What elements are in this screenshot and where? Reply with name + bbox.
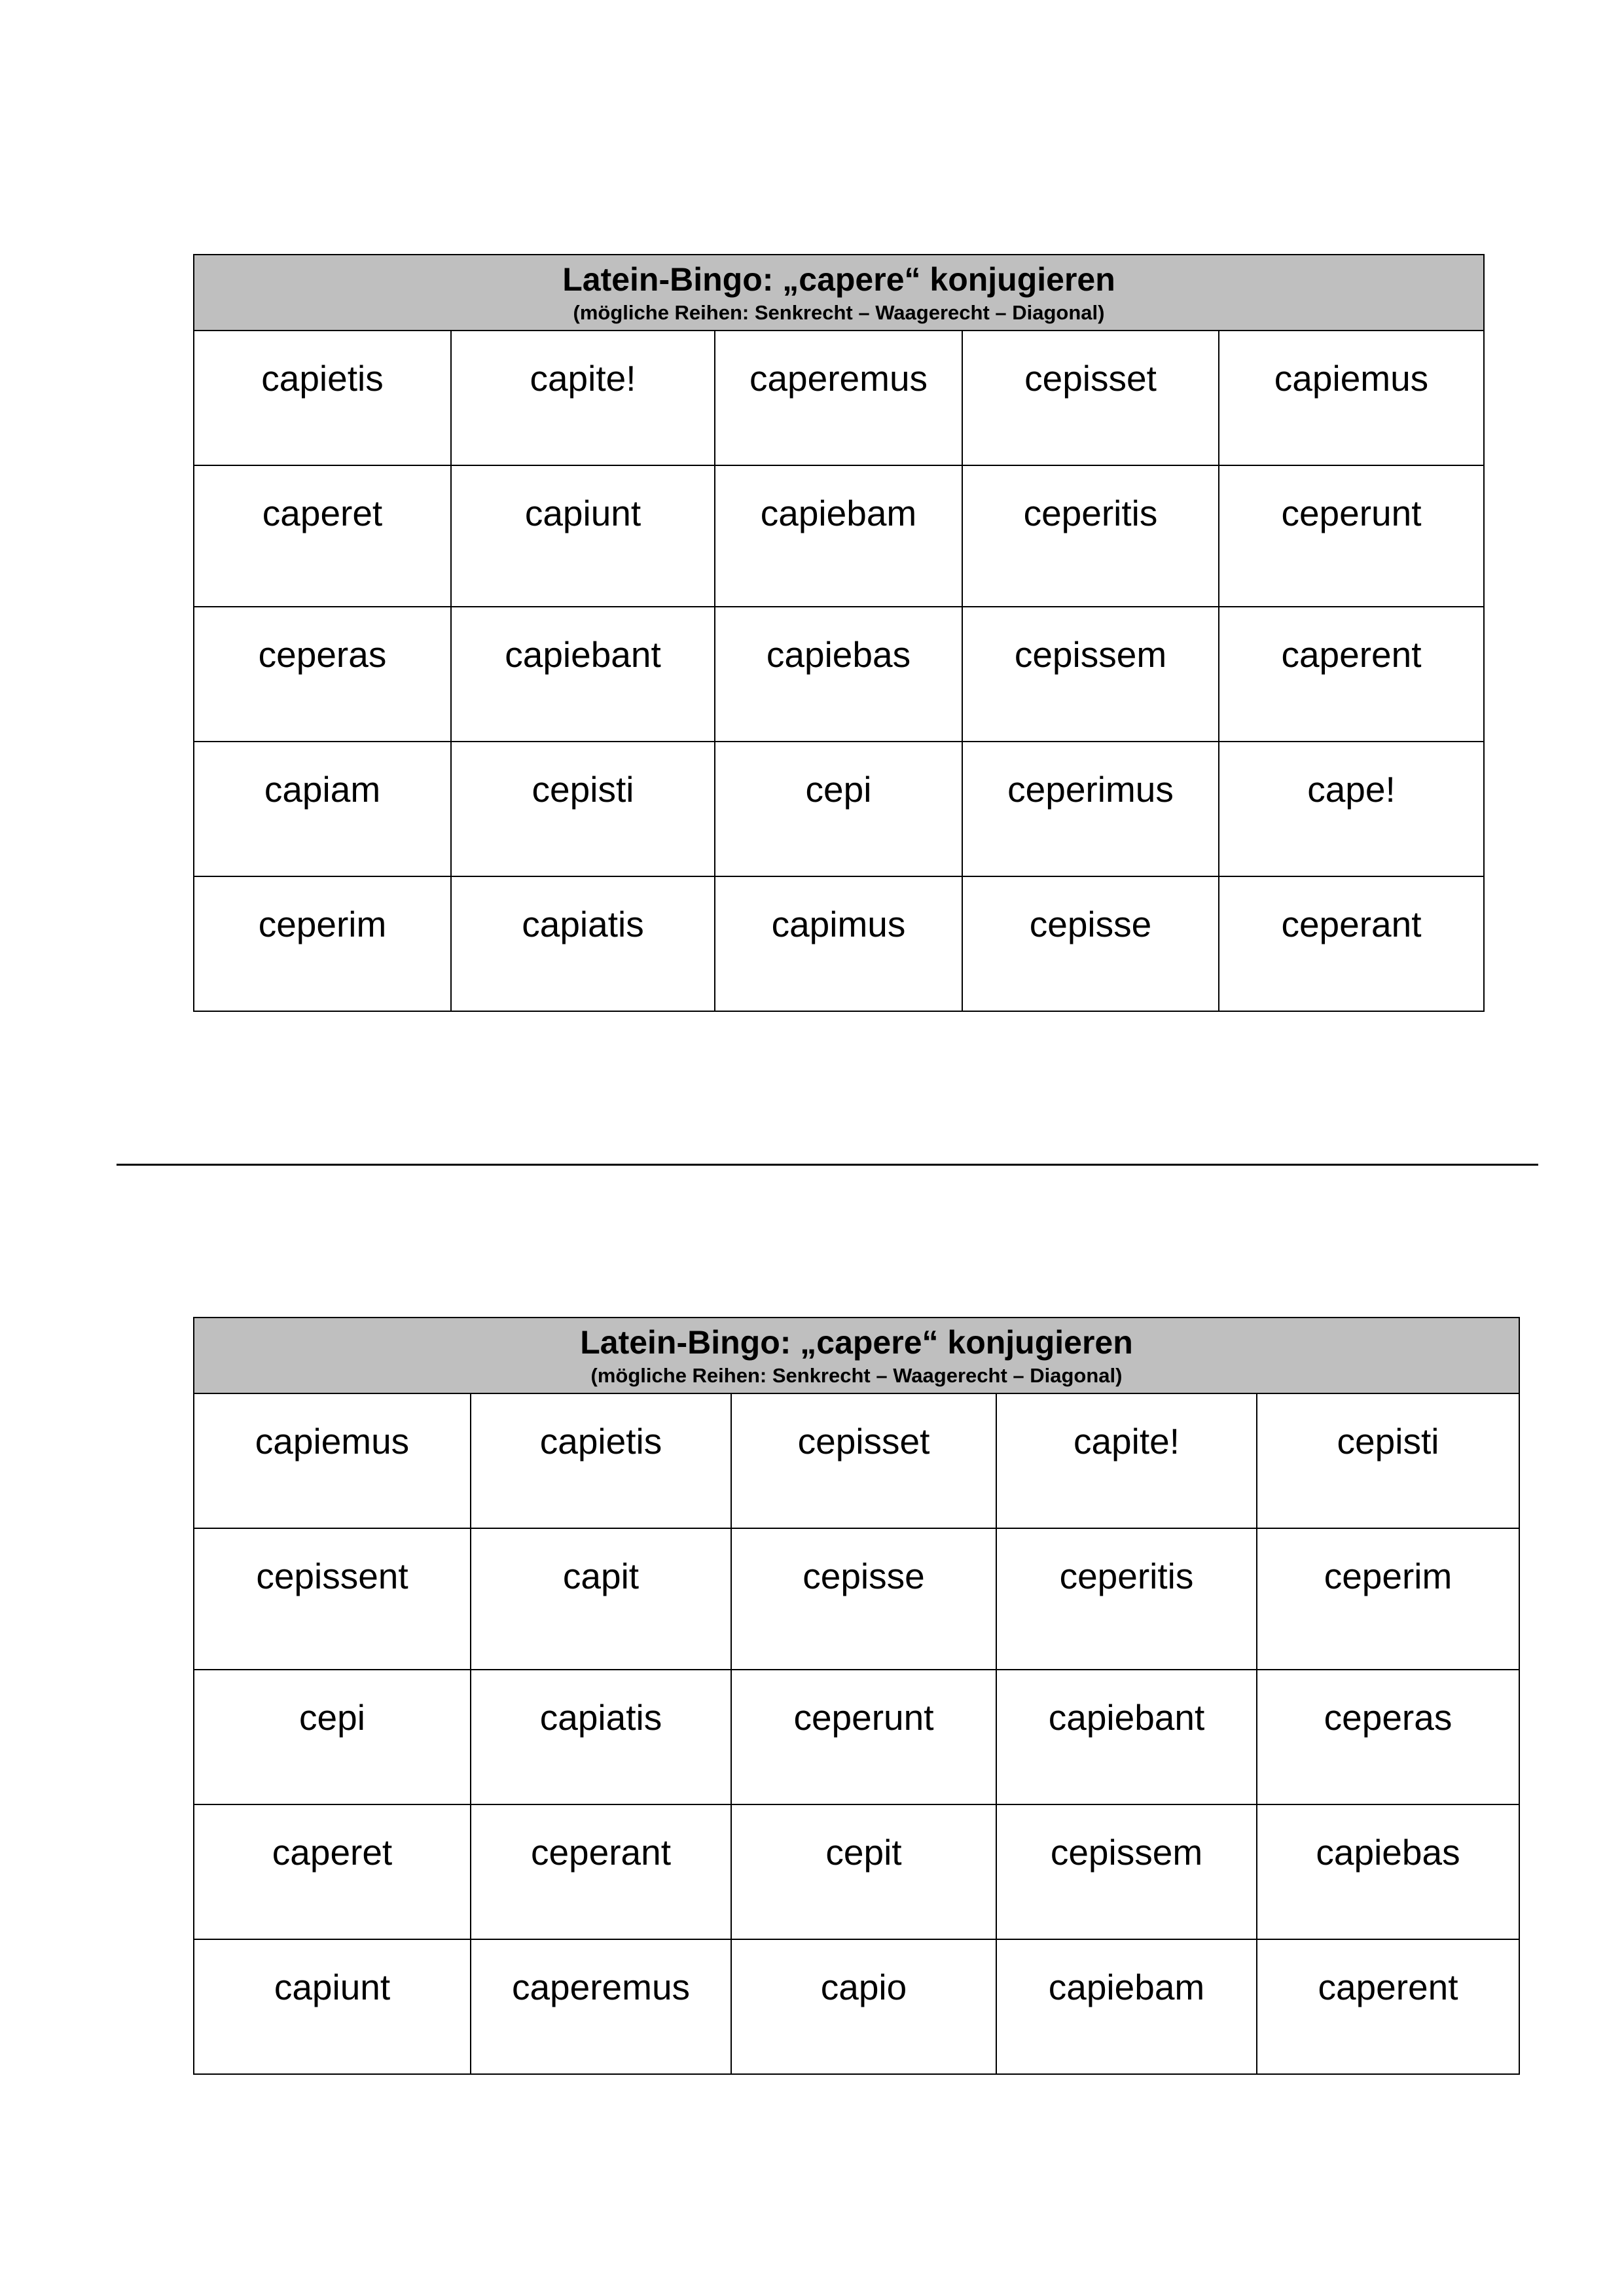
- bingo-row: [194, 876, 1484, 1011]
- bingo-cell: capimus: [715, 876, 962, 1011]
- card-subtitle: (mögliche Reihen: Senkrecht – Waagerecht – Diagonal): [573, 301, 1105, 324]
- bingo-cell: capiemus: [194, 1393, 471, 1528]
- bingo-cell: cepissem: [962, 607, 1219, 742]
- bingo-cell: capietis: [194, 331, 451, 465]
- bingo-cell: cepisti: [451, 742, 715, 876]
- bingo-cell: caperent: [1257, 1939, 1519, 2074]
- bingo-row: [194, 331, 1484, 465]
- bingo-row: [194, 1670, 1519, 1804]
- bingo-cell: caperet: [194, 1804, 471, 1939]
- card-title: Latein-Bingo: „capere“ konjugieren: [580, 1324, 1133, 1361]
- bingo-cell: caperemus: [471, 1939, 731, 2074]
- bingo-card-2: [193, 1317, 1520, 2075]
- bingo-cell: capiemus: [1219, 331, 1484, 465]
- bingo-cell: capiebas: [1257, 1804, 1519, 1939]
- bingo-cell: cepi: [194, 1670, 471, 1804]
- bingo-cell: cepisti: [1257, 1393, 1519, 1528]
- bingo-cell: capio: [731, 1939, 996, 2074]
- bingo-cell: capiatis: [471, 1670, 731, 1804]
- bingo-row: [194, 1528, 1519, 1670]
- bingo-cell: ceperunt: [1219, 465, 1484, 607]
- bingo-cell: cepisse: [962, 876, 1219, 1011]
- bingo-cell: cepit: [731, 1804, 996, 1939]
- bingo-card-1: [193, 254, 1485, 1012]
- bingo-cell: capiebas: [715, 607, 962, 742]
- bingo-cell: caperet: [194, 465, 451, 607]
- bingo-cell: ceperas: [194, 607, 451, 742]
- bingo-cell: capiam: [194, 742, 451, 876]
- card-header: [194, 255, 1484, 331]
- bingo-cell: capiunt: [451, 465, 715, 607]
- bingo-cell: cepissem: [996, 1804, 1257, 1939]
- bingo-cell: cepisset: [962, 331, 1219, 465]
- bingo-cell: cepi: [715, 742, 962, 876]
- bingo-cell: capiunt: [194, 1939, 471, 2074]
- bingo-cell: caperemus: [715, 331, 962, 465]
- bingo-row: [194, 1804, 1519, 1939]
- bingo-cell: cepisset: [731, 1393, 996, 1528]
- bingo-cell: ceperant: [471, 1804, 731, 1939]
- bingo-cell: capiebant: [451, 607, 715, 742]
- bingo-cell: capietis: [471, 1393, 731, 1528]
- bingo-row: [194, 465, 1484, 607]
- bingo-cell: capite!: [996, 1393, 1257, 1528]
- bingo-cell: caperent: [1219, 607, 1484, 742]
- bingo-cell: cepisse: [731, 1528, 996, 1670]
- bingo-cell: ceperim: [194, 876, 451, 1011]
- bingo-cell: capiebam: [996, 1939, 1257, 2074]
- bingo-cell: ceperant: [1219, 876, 1484, 1011]
- bingo-row: [194, 742, 1484, 876]
- card-header-row: [194, 255, 1484, 331]
- bingo-row: [194, 607, 1484, 742]
- cut-line-separator: [117, 1164, 1538, 1166]
- bingo-row: [194, 1939, 1519, 2074]
- bingo-cell: capiebant: [996, 1670, 1257, 1804]
- card-subtitle: (mögliche Reihen: Senkrecht – Waagerecht – Diagonal): [590, 1364, 1123, 1387]
- bingo-cell: capite!: [451, 331, 715, 465]
- card-title: Latein-Bingo: „capere“ konjugieren: [562, 261, 1115, 298]
- bingo-cell: capit: [471, 1528, 731, 1670]
- bingo-cell: ceperimus: [962, 742, 1219, 876]
- bingo-cell: ceperim: [1257, 1528, 1519, 1670]
- bingo-cell: ceperitis: [962, 465, 1219, 607]
- bingo-row: [194, 1393, 1519, 1528]
- card-header: [194, 1318, 1519, 1393]
- bingo-cell: cape!: [1219, 742, 1484, 876]
- bingo-cell: capiebam: [715, 465, 962, 607]
- bingo-cell: ceperas: [1257, 1670, 1519, 1804]
- bingo-cell: capiatis: [451, 876, 715, 1011]
- bingo-cell: ceperitis: [996, 1528, 1257, 1670]
- bingo-cell: ceperunt: [731, 1670, 996, 1804]
- bingo-cell: cepissent: [194, 1528, 471, 1670]
- card-header-row: [194, 1318, 1519, 1393]
